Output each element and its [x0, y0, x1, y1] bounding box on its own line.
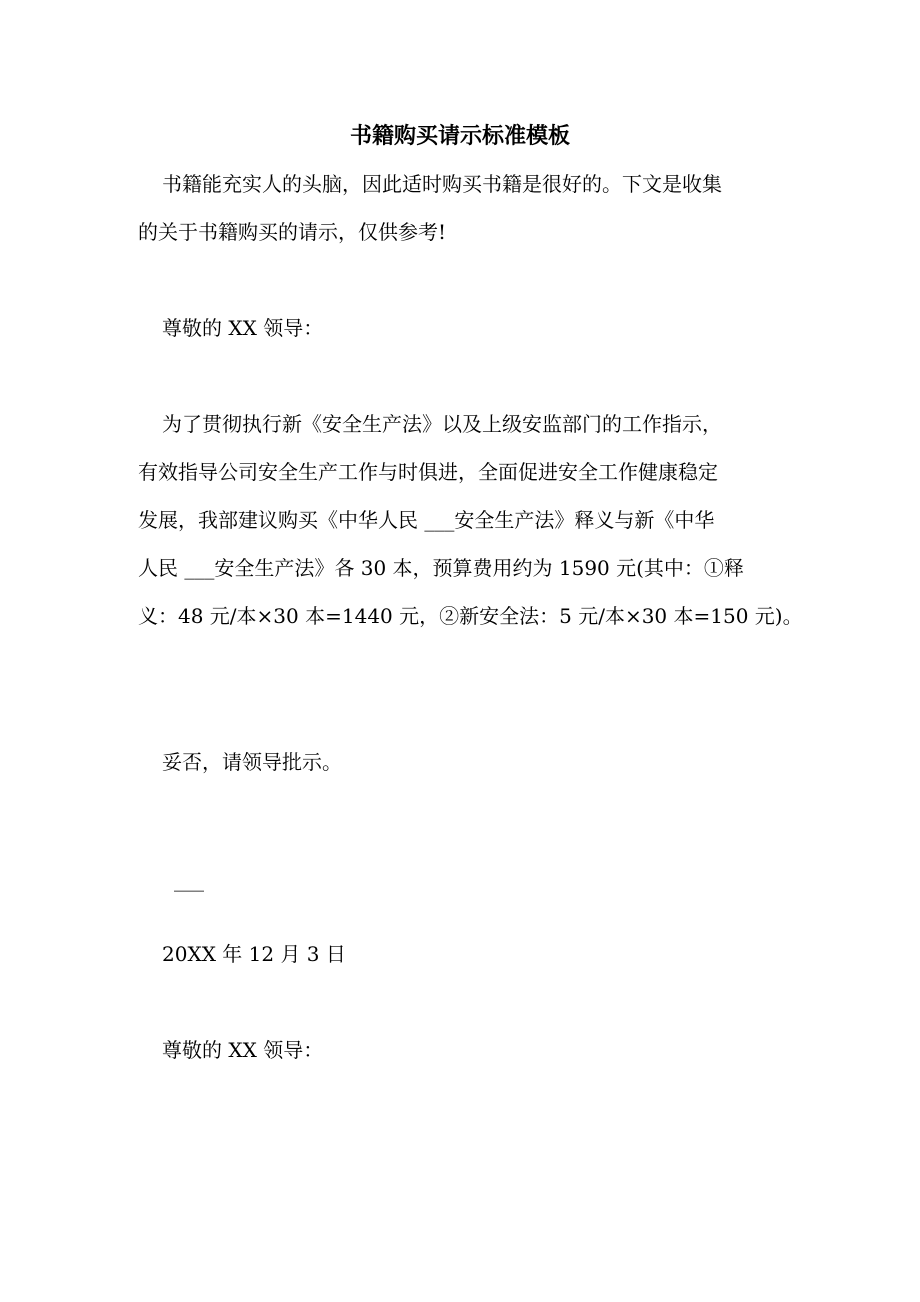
body-line-2: 有效指导公司安全生产工作与时俱进，全面促进安全工作健康稳定 — [138, 460, 718, 484]
body-line-3: 发展，我部建议购买《中华人民 ___安全生产法》释义与新《中华 — [138, 508, 715, 532]
intro-line-2: 的关于书籍购买的请示，仅供参考! — [138, 220, 447, 244]
salutation-repeat: 尊敬的 XX 领导： — [162, 1038, 324, 1062]
closing-line: 妥否，请领导批示。 — [162, 750, 342, 774]
salutation: 尊敬的 XX 领导： — [162, 316, 324, 340]
intro-line-1: 书籍能充实人的头脑，因此适时购买书籍是很好的。下文是收集 — [162, 172, 722, 196]
signature-blank: ___ — [174, 868, 204, 892]
date-line: 20XX 年 12 月 3 日 — [162, 942, 346, 966]
body-line-4: 人民 ___安全生产法》各 30 本，预算费用约为 1590 元(其中：①释 — [138, 556, 744, 580]
body-line-5: 义：48 元/本×30 本=1440 元，②新安全法：5 元/本×30 本=150 元)。 — [138, 604, 803, 628]
document-title: 书籍购买请示标准模板 — [349, 123, 570, 149]
body-line-1: 为了贯彻执行新《安全生产法》以及上级安监部门的工作指示， — [162, 412, 722, 436]
